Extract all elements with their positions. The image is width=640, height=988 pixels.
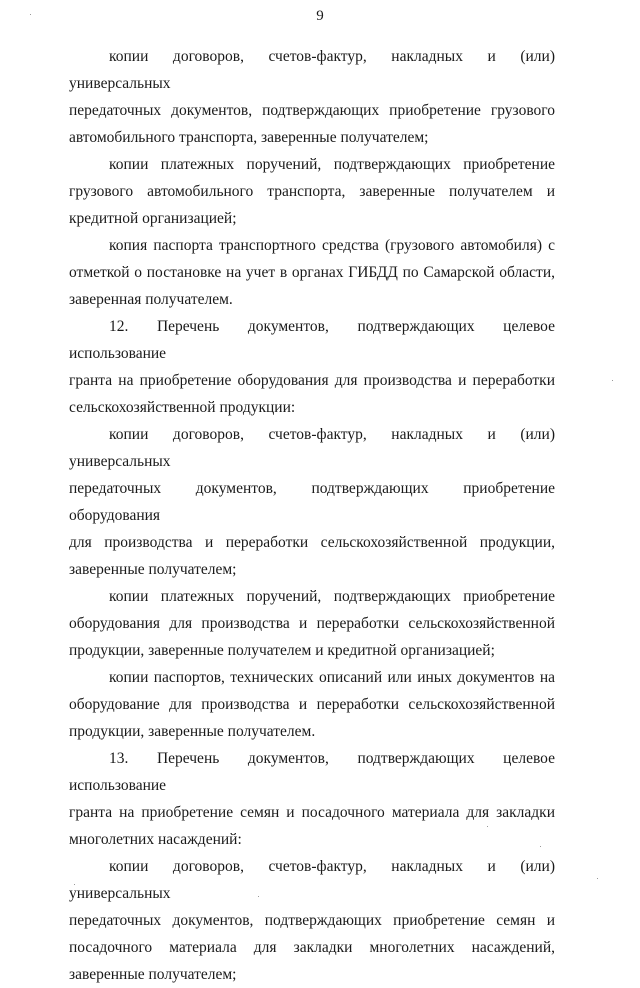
text-line: копии платежных поручений, подтверждающих приобретение [109, 156, 555, 173]
paragraph [69, 313, 555, 421]
text-line: оборудование для производства и переработки сельскохозяйственной [69, 696, 555, 713]
scan-speck [258, 896, 259, 897]
paragraph [69, 664, 555, 745]
text-line: для производства и переработки сельскохозяйственной продукции, [69, 534, 555, 551]
text-line: копии договоров, счетов-фактур, накладных и (или) универсальных [69, 48, 555, 92]
paragraph [69, 745, 555, 853]
text-line: гранта на приобретение семян и посадочного материала для закладки [69, 804, 555, 821]
text-line: многолетних насаждений: [69, 831, 242, 848]
text-line: продукции, заверенные получателем. [69, 723, 316, 740]
scan-speck [540, 846, 541, 847]
paragraph [69, 151, 555, 232]
text-line: сельскохозяйственной продукции: [69, 399, 296, 416]
text-line: отметкой о постановке на учет в органах ГИБДД по Самарской области, [69, 264, 555, 281]
scan-speck [612, 380, 613, 381]
text-line: продукции, заверенные получателем и кредитной организацией; [69, 642, 495, 659]
paragraph [69, 853, 555, 988]
paragraph [69, 583, 555, 664]
scan-speck [597, 878, 598, 879]
text-line: кредитной организацией; [69, 210, 237, 227]
scan-speck [487, 826, 488, 827]
document-body [69, 43, 555, 988]
text-line: копии платежных поручений, подтверждающих приобретение [109, 588, 555, 605]
scan-speck [30, 14, 31, 15]
text-line: заверенные получателем; [69, 561, 237, 578]
paragraph [69, 421, 555, 583]
text-line: гранта на приобретение оборудования для производства и переработки [69, 372, 555, 389]
text-line: 12. Перечень документов, подтверждающих целевое использование [69, 318, 555, 362]
text-line: копия паспорта транспортного средства (грузового автомобиля) с [109, 237, 555, 254]
text-line: передаточных документов, подтверждающих приобретение семян и [69, 912, 555, 929]
text-line: передаточных документов, подтверждающих приобретение оборудования [69, 480, 555, 524]
text-line: передаточных документов, подтверждающих приобретение грузового [69, 102, 555, 119]
text-line: 13. Перечень документов, подтверждающих целевое использование [69, 750, 555, 794]
page-number: 9 [316, 8, 324, 24]
paragraph [69, 232, 555, 313]
text-line: посадочного материала для закладки многолетних насаждений, [69, 939, 555, 956]
text-line: грузового автомобильного транспорта, заверенные получателем и [69, 183, 555, 200]
text-line: автомобильного транспорта, заверенные получателем; [69, 129, 429, 146]
scan-speck [74, 884, 75, 885]
text-line: заверенные получателем; [69, 966, 237, 983]
text-line: копии договоров, счетов-фактур, накладных и (или) универсальных [69, 426, 555, 470]
text-line: копии договоров, счетов-фактур, накладных и (или) универсальных [69, 858, 555, 902]
text-line: копии паспортов, технических описаний или иных документов на [109, 669, 555, 686]
text-line: заверенная получателем. [69, 291, 233, 308]
paragraph [69, 43, 555, 151]
text-line: оборудования для производства и переработки сельскохозяйственной [69, 615, 555, 632]
